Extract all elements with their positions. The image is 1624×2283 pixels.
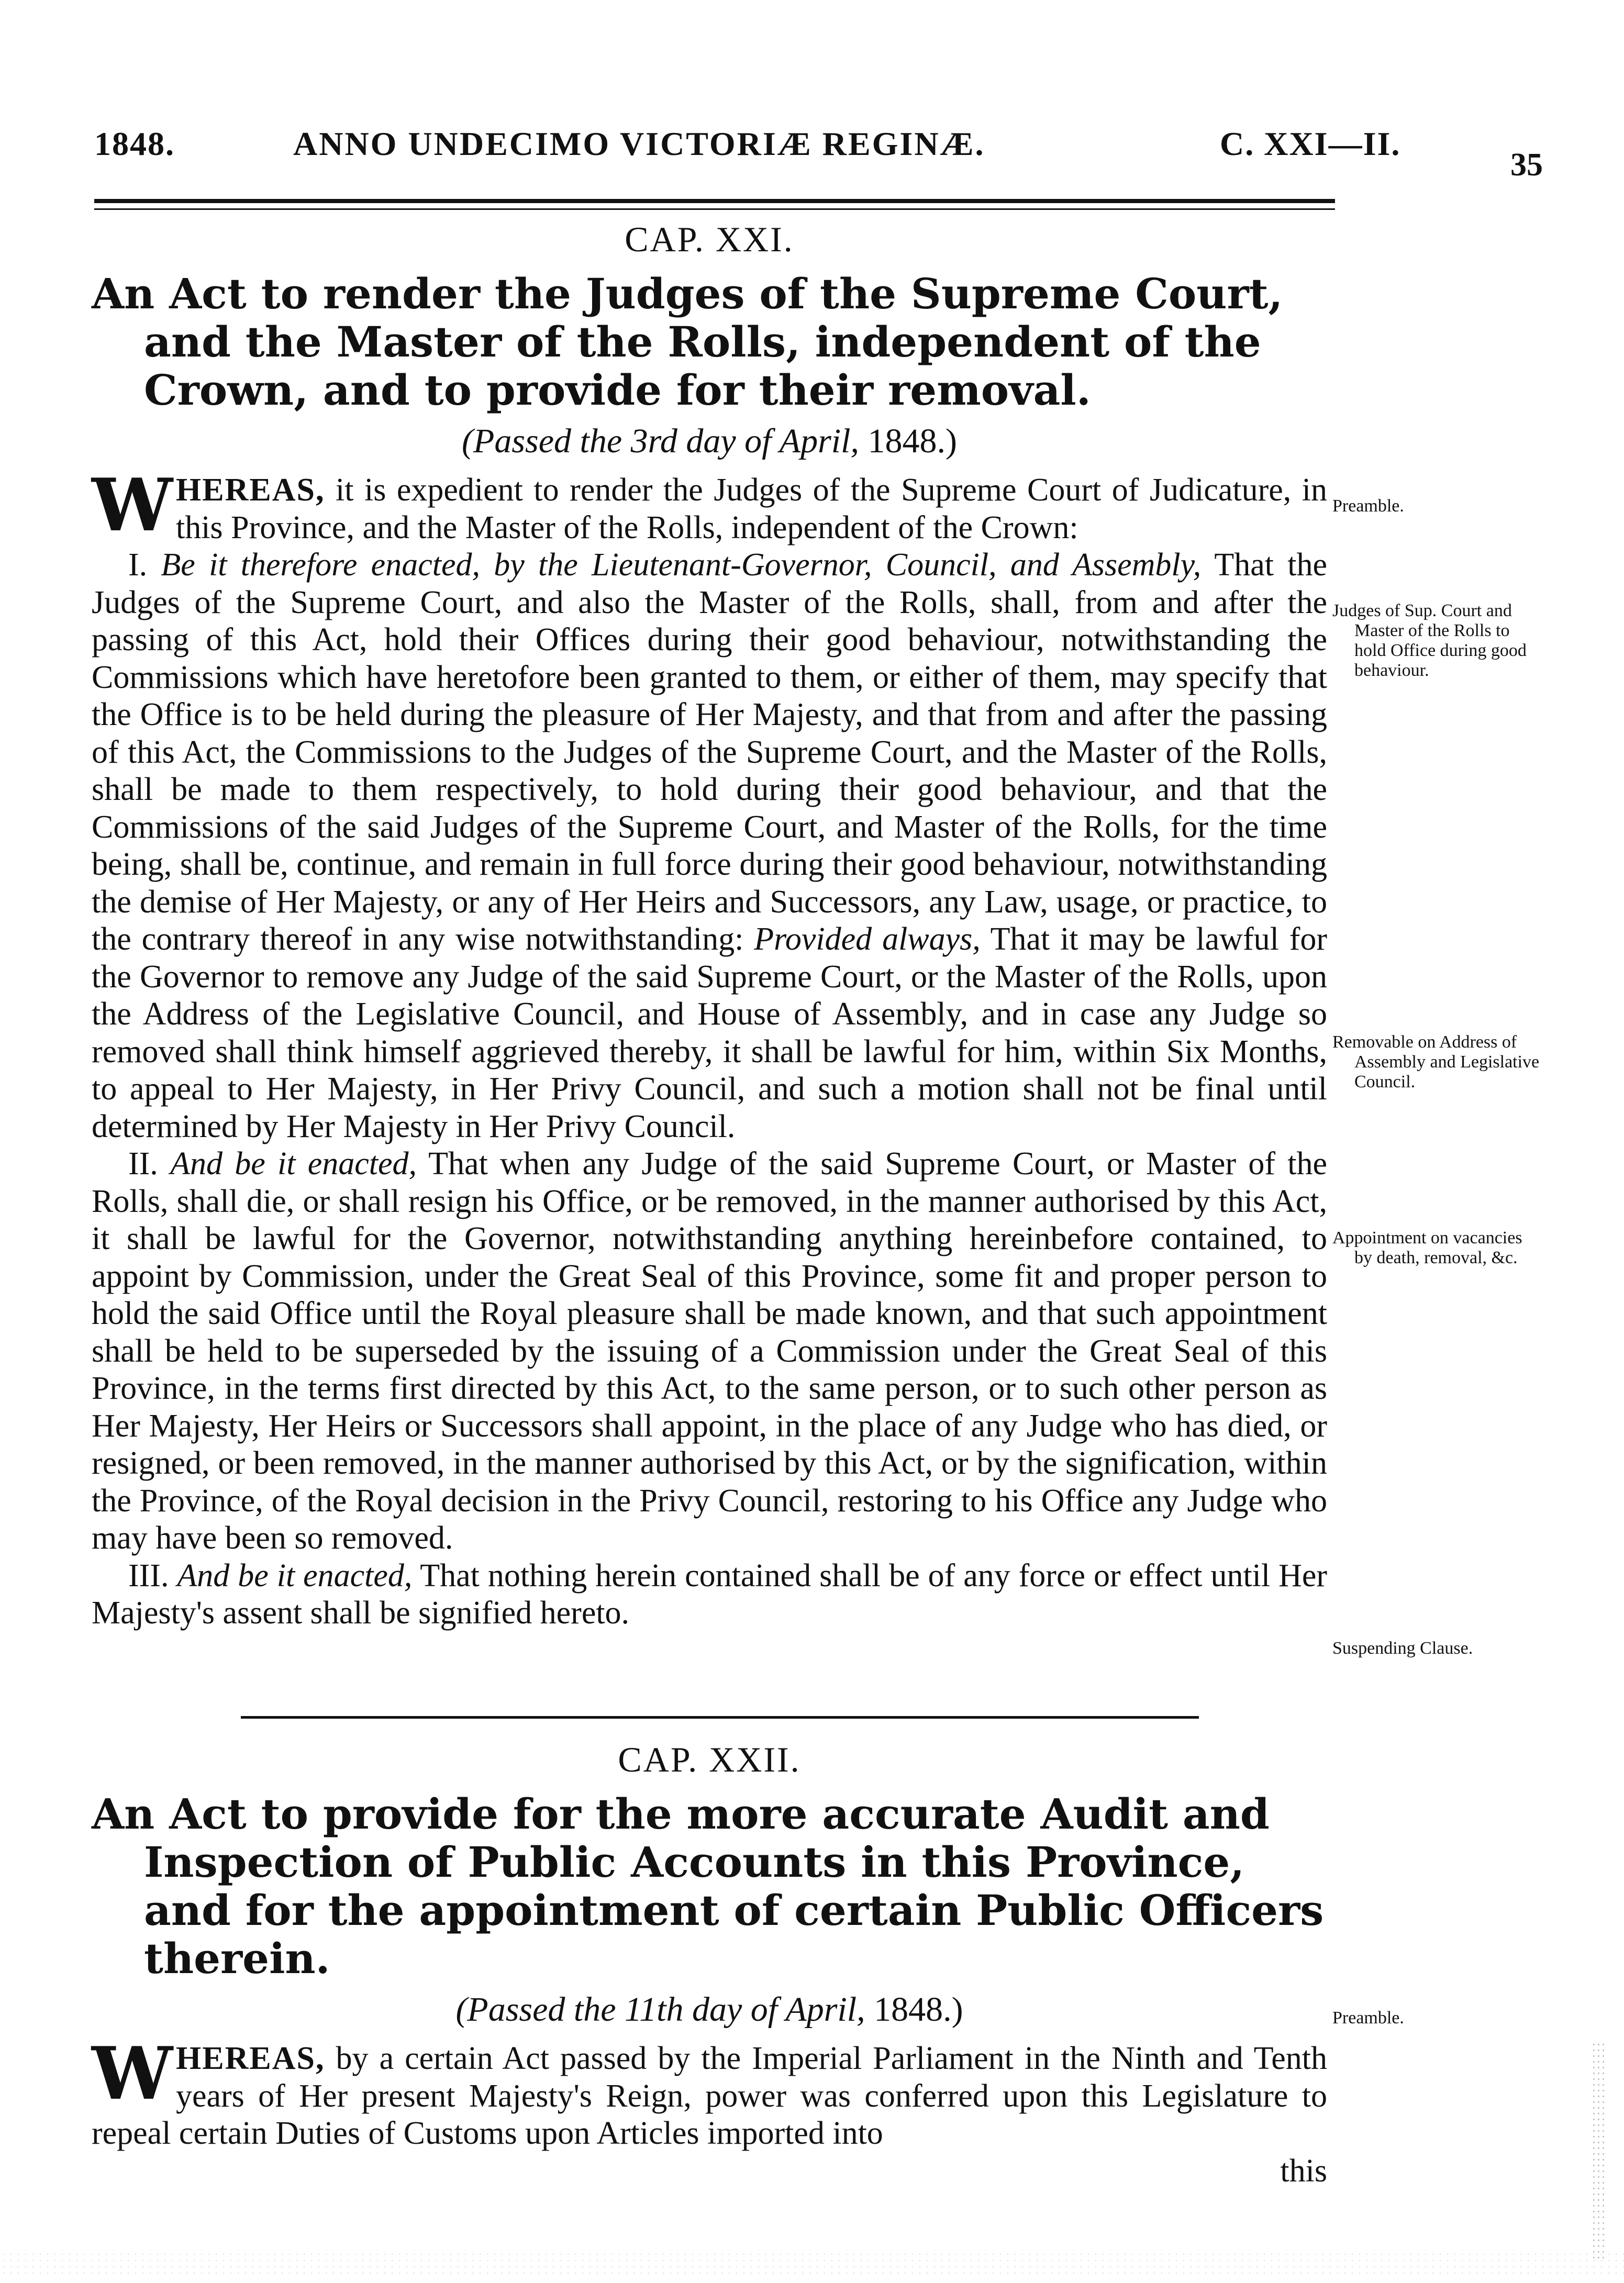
cap-22-heading: CAP. XXII. [618,1740,801,1779]
cap-21-heading: CAP. XXI. [625,219,794,259]
page-number: 35 [1510,147,1543,183]
cap-21-dropcap: W [92,462,171,548]
marginal-note-preamble-1: Preamble. [1332,496,1404,516]
section-1-proviso: Provided always, [754,921,981,957]
header-chapter-ref: C. XXI—II. [1220,125,1401,162]
section-3-number: III. [128,1557,169,1594]
marginal-note-removable-text: Removable on Address of Assembly and Legislative Council. [1332,1032,1540,1092]
cap-21-title: An Act to render the Judges of the Supreme Court, and the Master of the Rolls, independent of the Crown, and to provide for their removal. [92,269,1283,415]
section-2-number: II. [128,1146,158,1182]
cap-22-dropcap: W [92,2031,171,2116]
section-3-text: That nothing herein contained shall be of any force or effect until Her Majesty's assent shall be signified hereto. [92,1557,1328,1631]
marginal-note-judges-tenure-text: Judges of Sup. Court and Master of the Rolls to hold Office during good behaviour. [1332,601,1527,680]
cap-22-passed-year: 1848.) [874,1990,963,2029]
marginal-note-preamble-2: Preamble. [1332,2008,1404,2028]
cap-22-passed-date [92,1990,1327,2030]
section-1-text-b: That it may be lawful for the Governor to remove any Judge of the said Supreme Court, or the Master of the Rolls, upon the Address of the Legislative Council, and House of Assembly, and in case any Judge so removed shall think himself aggrieved thereby, it shall be lawful for him, within Six Months, to appeal to Her Majesty, in Her Privy Council, and such a motion shall not be final until determined by Her Majesty in Her Privy Council. [92,921,1327,1144]
marginal-note-judges-tenure [1332,601,1542,681]
cap-21-preamble [92,462,1328,548]
cap-21-section-2 [92,1145,1327,1557]
marginal-note-appointment-text: Appointment on vacancies by death, removal, &c. [1332,1228,1522,1267]
cap-21-preamble-caps: HEREAS, [175,472,325,508]
catchword: this [1280,2153,1327,2189]
marginal-note-suspending: Suspending Clause. [1332,1639,1473,1658]
cap-22-preamble-caps: HEREAS, [175,2041,325,2076]
section-2-enacting-words: And be it enacted, [170,1146,417,1182]
running-header [94,125,1455,182]
header-year: 1848. [94,125,175,162]
cap-21-passed-prefix: (Passed the 3rd day of April, [462,422,859,460]
section-3-enacting-words: And be it enacted, [177,1557,413,1594]
cap-21-passed-year: 1848.) [867,422,957,460]
cap-21-section-1 [92,547,1327,1145]
cap-21-preamble-text: it is expedient to render the Judges of the Supreme Court of Judicature, in this Province, and the Master of the Rolls, independent of the Crown: [175,472,1328,545]
scan-bottom-noise [0,2251,1624,2277]
cap-21-passed-date [92,421,1327,461]
section-1-text-a: That the Judges of the Supreme Court, and also the Master of the Rolls, shall, from and after the passing of this Act, hold their Offices during their good behaviour, notwithstanding the Commissions which have heretofore been granted to them, or either of them, may specify that the Office is to be held during the pleasure of Her Majesty, and that from and after the passing of this Act, the Commissions to the Judges of the Supreme Court, and the Master of the Rolls, shall be made to them respectively, to hold during their good behaviour, and that the Commissions of the said Judges of the Supreme Court, and Master of the Rolls, for the time being, shall be, continue, and remain in full force during their good behaviour, notwithstanding the demise of Her Majesty, or any of Her Heirs and Successors, any Law, usage, or practice, to the contrary thereof in any wise notwithstanding: [92,547,1328,957]
header-title: ANNO UNDECIMO VICTORIÆ REGINÆ. [293,125,985,162]
cap-22-block [92,1739,1327,2190]
section-1-number: I. [128,547,148,583]
header-rule [94,199,1335,210]
cap-21-section-3 [92,1557,1327,1632]
section-2-text: That when any Judge of the said Supreme Court, or Master of the Rolls, shall die, or shall resign his Office, or be removed, in the manner authorised by this Act, it shall be lawful for the Governor, notwithstanding anything hereinbefore contained, to appoint by Commission, under the Great Seal of this Province, some fit and proper person to hold the said Office until the Royal pleasure shall be made known, and that such appointment shall be held to be superseded by the issuing of a Commission under the Great Seal of this Province, in the terms first directed by this Act, to the same person, or to such other person as Her Majesty, Her Heirs or Successors shall appoint, in the place of any Judge who has died, or resigned, or been removed, in the manner authorised by this Act, or by the signification, within the Province, of the Royal decision in the Privy Council, restoring to his Office any Judge who may have been so removed. [92,1146,1328,1556]
cap-22-passed-prefix: (Passed the 11th day of April, [455,1990,865,2029]
section-1-enacting-words: Be it therefore enacted, by the Lieutenant-Governor, Council, and Assembly, [161,547,1202,583]
chapter-divider-rule [241,1716,1199,1719]
scan-speckle [1592,2042,1607,2262]
marginal-note-appointment [1332,1228,1542,1268]
cap-21-block [92,219,1327,1632]
cap-22-title: An Act to provide for the more accurate Audit and Inspection of Public Accounts in this Province, and for the appointment of certain Public Officers therein. [92,1789,1324,1983]
marginal-note-removable [1332,1032,1542,1092]
cap-22-preamble [92,2031,1328,2153]
cap-22-preamble-text: by a certain Act passed by the Imperial Parliament in the Ninth and Tenth years of Her present Majesty's Reign, power was conferred upon this Legislature to repeal certain Duties of Customs upon Articles imported into [92,2041,1328,2151]
